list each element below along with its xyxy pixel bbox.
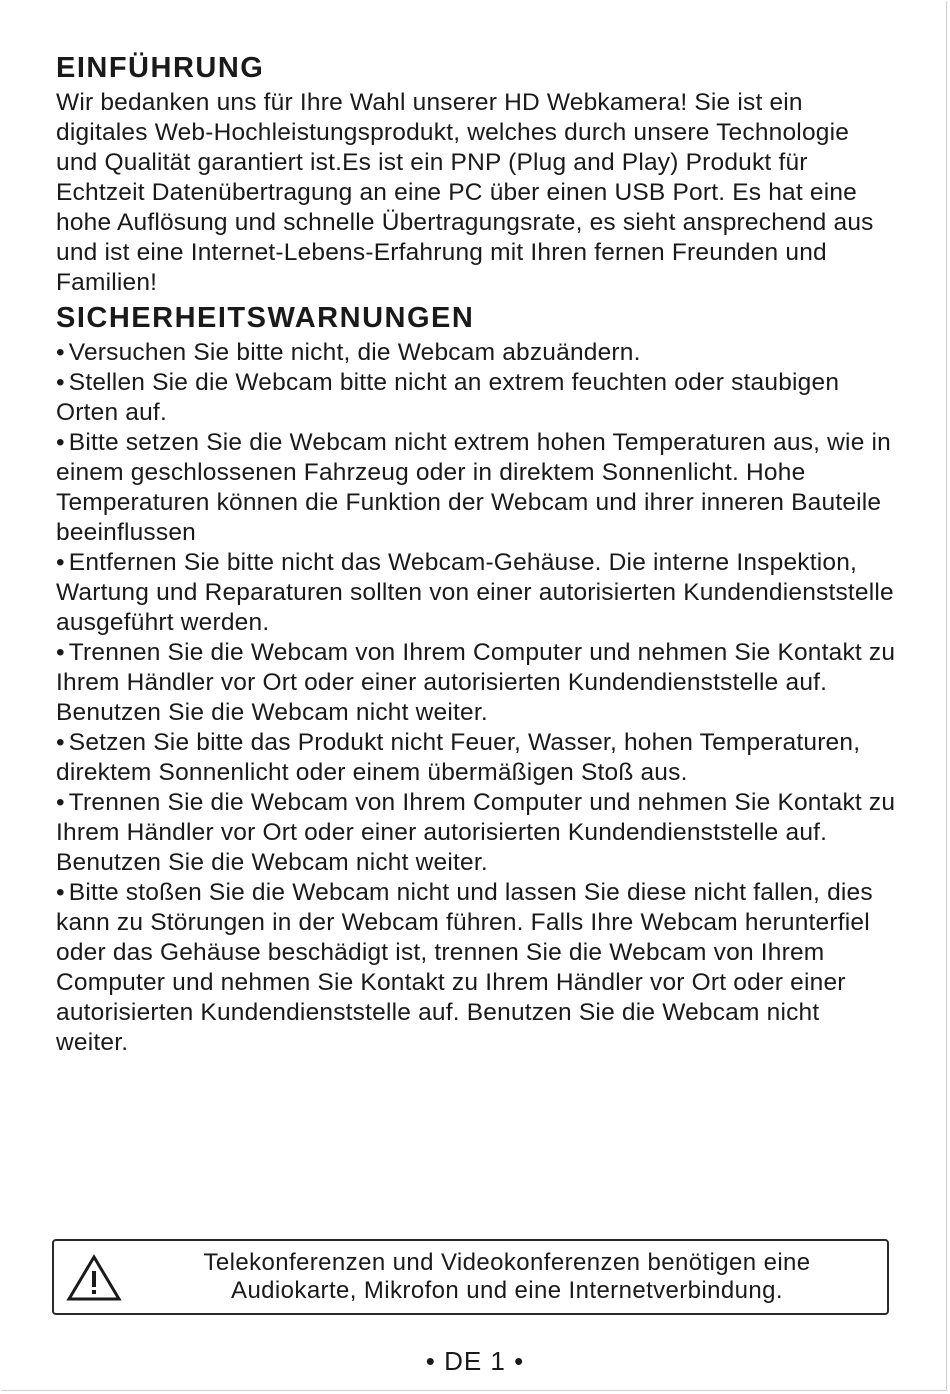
warning-text: Bitte stoßen Sie die Webcam nicht und lassen Sie diese nicht fallen, dies kann zu Störungen in der Webcam führen. Falls Ihre Webcam herunterfiel oder das Gehäuse beschädigt ist, trennen Sie die Webcam von Ihrem Computer und nehmen Sie Kontakt zu Ihrem Händler vor Ort oder einer autorisierten Kundendienststelle auf. Benutzen Sie die Webcam nicht weiter. <box>56 879 873 1056</box>
warning-item <box>56 878 896 1058</box>
bullet-mark: • <box>56 429 65 456</box>
warning-text: Stellen Sie die Webcam bitte nicht an extrem feuchten oder staubigen Orten auf. <box>56 369 840 426</box>
warning-item <box>56 548 896 638</box>
warning-item <box>56 338 896 368</box>
intro-paragraph: Wir bedanken uns für Ihre Wahl unserer HD Webkamera! Sie ist ein digitales Web-Hochleistungsprodukt, welches durch unsere Technologie und Qualität garantiert ist.Es ist ein PNP (Plug and Play) Produkt für Echtzeit Datenübertragung an eine PC über einen USB Port. Es hat eine hohe Auflösung und schnelle Übertragungsrate, es sieht ansprechend aus und ist eine Internet-Lebens-Erfahrung mit Ihren fernen Freunden und Familien! <box>56 89 874 296</box>
bullet-mark: • <box>56 339 65 366</box>
warning-text: Setzen Sie bitte das Produkt nicht Feuer, Wasser, hohen Temperaturen, direktem Sonnenlicht oder einem übermäßigen Stoß aus. <box>56 729 861 786</box>
warning-text: Trennen Sie die Webcam von Ihrem Computer und nehmen Sie Kontakt zu Ihrem Händler vor Ort oder einer autorisierten Kundendienststelle auf. Benutzen Sie die Webcam nicht weiter. <box>56 639 896 726</box>
bullet-mark: • <box>56 729 65 756</box>
notice-line-2: Audiokarte, Mikrofon und eine Internetverbindung. <box>231 1277 783 1304</box>
safety-warning-list <box>56 338 896 1058</box>
notice-text <box>132 1249 882 1305</box>
warning-item <box>56 428 896 548</box>
notice-line-1: Telekonferenzen und Videokonferenzen benötigen eine <box>203 1249 811 1276</box>
warning-item <box>56 788 896 878</box>
bullet-mark: • <box>56 369 65 396</box>
warning-item <box>56 638 896 728</box>
warning-text: Trennen Sie die Webcam von Ihrem Computer und nehmen Sie Kontakt zu Ihrem Händler vor Ort oder einer autorisierten Kundendienststelle auf. Benutzen Sie die Webcam nicht weiter. <box>56 789 896 876</box>
document-content <box>56 48 896 1058</box>
bullet-mark: • <box>56 639 65 666</box>
intro-heading: EINFÜHRUNG <box>56 52 265 84</box>
warning-triangle-icon <box>66 1254 122 1302</box>
bullet-mark: • <box>56 879 65 906</box>
warning-item <box>56 368 896 428</box>
warning-text: Entfernen Sie bitte nicht das Webcam-Gehäuse. Die interne Inspektion, Wartung und Reparaturen sollten von einer autorisierten Kundendienststelle ausgeführt werden. <box>56 549 894 636</box>
page-number: • DE 1 • <box>425 1346 525 1376</box>
bullet-mark: • <box>56 789 65 816</box>
warning-text: Versuchen Sie bitte nicht, die Webcam abzuändern. <box>68 339 641 366</box>
bullet-mark: • <box>56 549 65 576</box>
warning-item <box>56 728 896 788</box>
notice-box <box>52 1239 889 1315</box>
safety-heading: SICHERHEITSWARNUNGEN <box>56 302 475 334</box>
warning-text: Bitte setzen Sie die Webcam nicht extrem hohen Temperaturen aus, wie in einem geschlossenen Fahrzeug oder in direktem Sonnenlicht. Hohe Temperaturen können die Funktion der Webcam und ihrer inneren Bauteile beeinflussen <box>56 429 892 546</box>
